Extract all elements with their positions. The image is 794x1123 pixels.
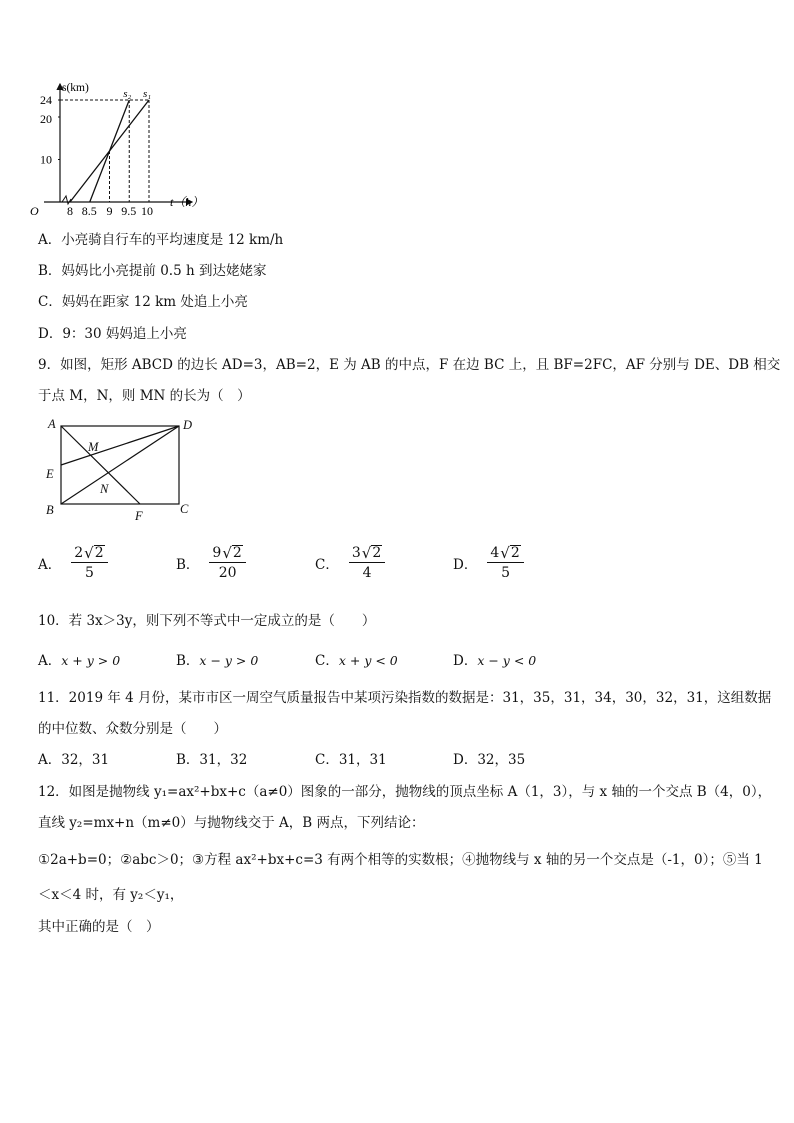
- q12-stem-line4: ＜x＜4 时，有 y₂＜y₁，: [38, 887, 184, 903]
- x-tick-8: 8: [67, 204, 73, 218]
- origin-label: O: [30, 204, 39, 218]
- q12-stem-line1: 12．如图是抛物线 y₁=ax²+bx+c（a≠0）图象的一部分，抛物线的顶点坐标 A（1，3），与 x 轴的一个交点 B（4，0），: [38, 784, 772, 800]
- q8-option-b: B．妈妈比小亮提前 0.5 h 到达姥姥家: [38, 263, 267, 279]
- q9-option-c-radicand: 2: [372, 545, 382, 562]
- q9-option-a: A． 2 √ 2 5: [38, 545, 108, 581]
- axis-break-mark: [62, 196, 71, 204]
- q9-option-d-radicand: 2: [510, 545, 520, 562]
- q10-option-d: [453, 649, 536, 669]
- q9-stem-line2: 于点 M，N，则 MN 的长为（ ）: [38, 388, 251, 404]
- y-tick-20: 20: [40, 112, 52, 126]
- q11-stem-line2: 的中位数、众数分别是（ ）: [38, 721, 227, 737]
- q9-option-b: B． 9 √ 2 20: [176, 545, 246, 581]
- y-tick-10: 10: [40, 152, 52, 167]
- q10-option-c-expr: x + y < 0: [338, 653, 398, 668]
- q11-option-b: B．31，32: [176, 752, 248, 768]
- q9-option-d-coef: 4: [490, 545, 500, 561]
- q10-option-a-expr: x + y > 0: [61, 653, 121, 668]
- q10-option-d-expr: x − y < 0: [477, 653, 537, 668]
- q11-option-a: A．32，31: [38, 752, 110, 768]
- label-c: C: [180, 502, 189, 516]
- x-tick-8-5: 8.5: [81, 204, 97, 218]
- label-m: M: [88, 440, 99, 454]
- segment-ed: [61, 426, 179, 465]
- series-label-2: s₂: [123, 88, 132, 100]
- label-b: B: [46, 503, 54, 517]
- label-e: E: [46, 467, 54, 481]
- q9-option-b-coef: 9: [212, 545, 222, 561]
- rectangle-figure: [40, 412, 210, 524]
- label-d: D: [183, 418, 193, 432]
- y-axis-label: s(km): [62, 82, 89, 94]
- q11-option-d: D．32，35: [453, 752, 526, 768]
- q9-option-d-den: 5: [501, 565, 510, 581]
- q9-option-c: C． 3 √ 2 4: [315, 545, 385, 581]
- q9-option-a-radicand: 2: [94, 545, 104, 562]
- q9-option-b-label: B．: [176, 557, 200, 573]
- q10-option-b: [176, 649, 258, 669]
- q9-option-a-coef: 2: [74, 545, 84, 561]
- x-axis-label: t（h）: [170, 195, 204, 209]
- q10-option-b-expr: x − y > 0: [199, 653, 259, 668]
- series-label-1: s₁: [143, 88, 152, 100]
- q9-option-b-radicand: 2: [232, 545, 242, 562]
- label-a: A: [48, 417, 56, 431]
- q8-option-c: C．妈妈在距家 12 km 处追上小亮: [38, 294, 248, 310]
- q10-option-a-label: A．: [38, 653, 62, 669]
- q9-option-c-den: 4: [362, 565, 372, 581]
- segment-bd: [61, 426, 179, 504]
- q10-option-a: [38, 649, 120, 669]
- q9-stem-line1: 9．如图，矩形 ABCD 的边长 AD=3，AB=2，E 为 AB 的中点，F 在边 BC 上，且 BF=2FC，AF 分别与 DE、DB 相交: [38, 357, 781, 373]
- q10-option-b-label: B．: [176, 653, 200, 669]
- q10-stem: 10．若 3x＞3y，则下列不等式中一定成立的是（ ）: [38, 613, 376, 629]
- q10-option-c-label: C．: [315, 653, 339, 669]
- q10-option-c: [315, 649, 398, 669]
- q9-option-b-den: 20: [218, 565, 237, 581]
- q8-option-d: D．9：30 妈妈追上小亮: [38, 326, 187, 342]
- q9-option-a-den: 5: [84, 565, 94, 581]
- distance-time-chart: [30, 78, 204, 220]
- q10-option-d-label: D．: [453, 653, 478, 669]
- label-f: F: [135, 509, 143, 523]
- q9-option-a-label: A．: [38, 557, 62, 573]
- q12-stem-line2: 直线 y₂=mx+n（m≠0）与抛物线交于 A，B 两点，下列结论：: [38, 815, 425, 831]
- x-tick-10: 10: [141, 204, 153, 218]
- q9-option-d: D． 4 √ 2 5: [453, 545, 524, 581]
- x-tick-9-5: 9.5: [121, 204, 137, 218]
- q11-option-c: C．31，31: [315, 752, 387, 768]
- label-n: N: [100, 482, 109, 496]
- x-tick-9: 9: [106, 204, 113, 218]
- q8-option-a: A．小亮骑自行车的平均速度是 12 km/h: [38, 232, 284, 248]
- q9-option-c-label: C．: [315, 557, 339, 573]
- q12-stem-line5: 其中正确的是（ ）: [38, 919, 160, 935]
- q11-stem-line1: 11．2019 年 4 月份，某市市区一周空气质量报告中某项污染指数的数据是：31，35，31，34，30，32，31，这组数据: [38, 690, 772, 706]
- q9-option-d-label: D．: [453, 557, 478, 573]
- q9-option-c-coef: 3: [351, 545, 361, 561]
- y-tick-24: 24: [40, 93, 52, 107]
- q12-stem-line3: ①2a+b=0；②abc＞0；③方程 ax²+bx+c=3 有两个相等的实数根；④抛物线与 x 轴的另一个交点是（-1，0）；⑤当 1: [38, 852, 763, 868]
